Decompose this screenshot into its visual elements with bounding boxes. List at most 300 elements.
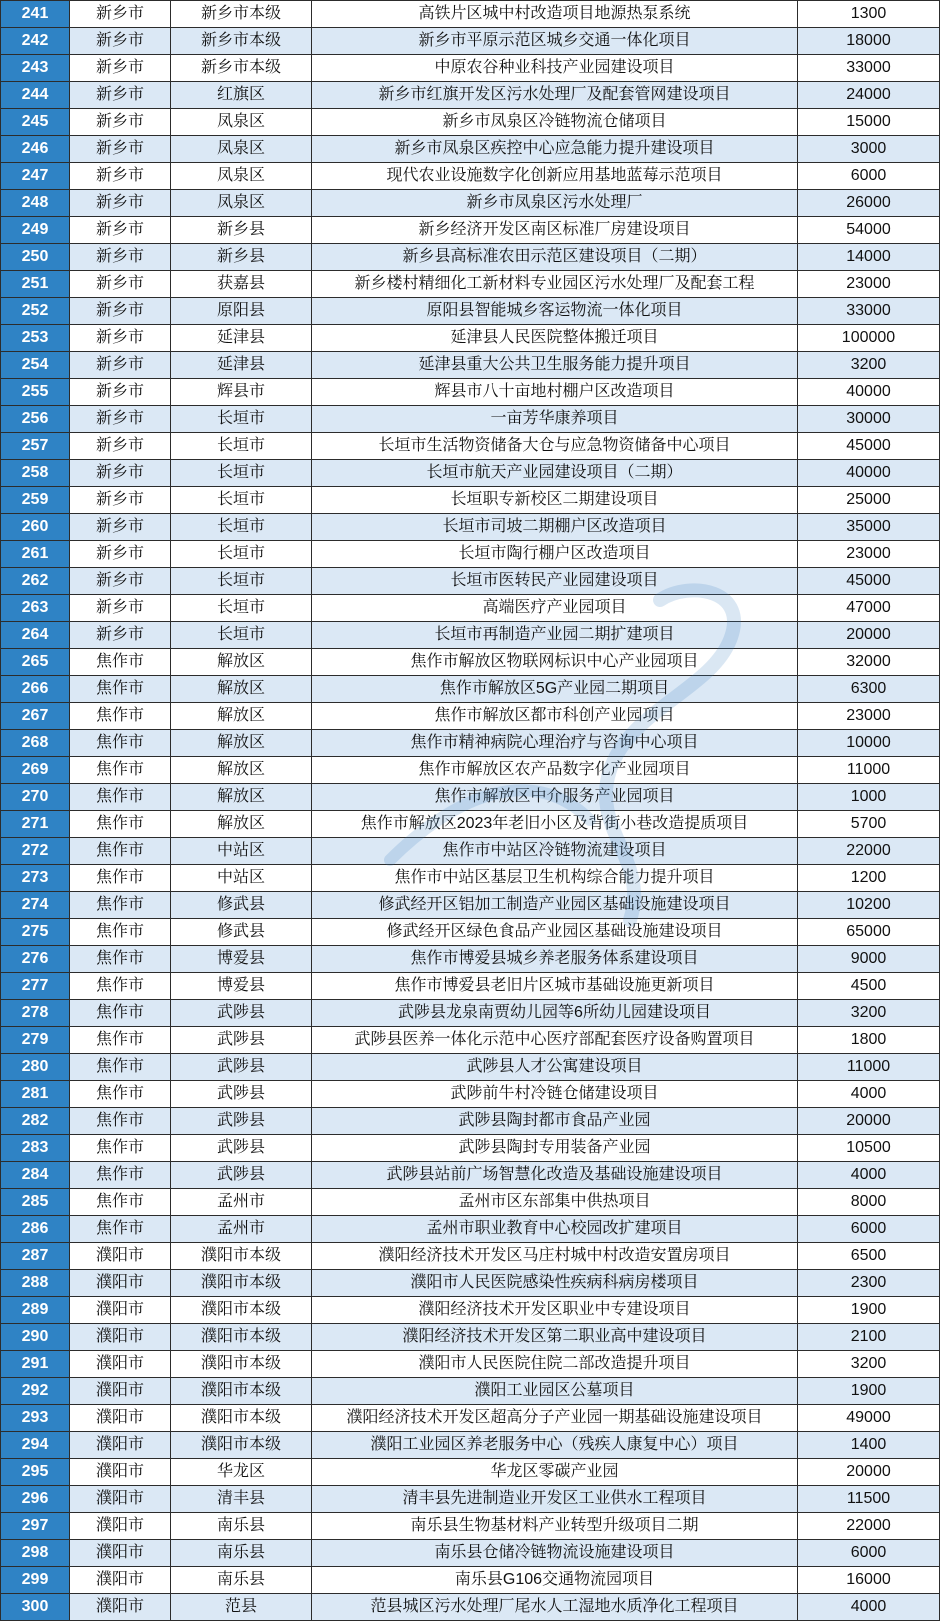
amount-cell: 20000 bbox=[798, 1108, 940, 1135]
project-name-cell: 华龙区零碳产业园 bbox=[312, 1459, 798, 1486]
table-row bbox=[1, 1459, 940, 1486]
amount-cell: 40000 bbox=[798, 460, 940, 487]
district-cell: 解放区 bbox=[171, 649, 312, 676]
amount-cell: 11000 bbox=[798, 757, 940, 784]
amount-cell: 45000 bbox=[798, 568, 940, 595]
project-name-cell: 长垣市航天产业园建设项目（二期） bbox=[312, 460, 798, 487]
row-number: 268 bbox=[1, 730, 70, 757]
district-cell: 凤泉区 bbox=[171, 190, 312, 217]
table-row bbox=[1, 838, 940, 865]
table-row bbox=[1, 1270, 940, 1297]
project-name-cell: 焦作市解放区物联网标识中心产业园项目 bbox=[312, 649, 798, 676]
row-number: 276 bbox=[1, 946, 70, 973]
amount-cell: 6000 bbox=[798, 163, 940, 190]
project-name-cell: 新乡市凤泉区疾控中心应急能力提升建设项目 bbox=[312, 136, 798, 163]
amount-cell: 1300 bbox=[798, 1, 940, 28]
city-cell: 焦作市 bbox=[70, 919, 171, 946]
table-row bbox=[1, 1351, 940, 1378]
amount-cell: 1800 bbox=[798, 1027, 940, 1054]
row-number: 245 bbox=[1, 109, 70, 136]
row-number: 244 bbox=[1, 82, 70, 109]
row-number: 281 bbox=[1, 1081, 70, 1108]
table-body bbox=[1, 1, 940, 1621]
project-name-cell: 濮阳工业园区养老服务中心（残疾人康复中心）项目 bbox=[312, 1432, 798, 1459]
city-cell: 濮阳市 bbox=[70, 1432, 171, 1459]
district-cell: 濮阳市本级 bbox=[171, 1432, 312, 1459]
district-cell: 新乡县 bbox=[171, 244, 312, 271]
city-cell: 焦作市 bbox=[70, 1054, 171, 1081]
project-name-cell: 焦作市中站区基层卫生机构综合能力提升项目 bbox=[312, 865, 798, 892]
district-cell: 解放区 bbox=[171, 757, 312, 784]
city-cell: 濮阳市 bbox=[70, 1243, 171, 1270]
city-cell: 新乡市 bbox=[70, 298, 171, 325]
city-cell: 新乡市 bbox=[70, 325, 171, 352]
table-row bbox=[1, 1, 940, 28]
city-cell: 新乡市 bbox=[70, 217, 171, 244]
district-cell: 南乐县 bbox=[171, 1540, 312, 1567]
amount-cell: 20000 bbox=[798, 622, 940, 649]
row-number: 247 bbox=[1, 163, 70, 190]
district-cell: 中站区 bbox=[171, 838, 312, 865]
amount-cell: 6500 bbox=[798, 1243, 940, 1270]
project-name-cell: 濮阳市人民医院感染性疾病科病房楼项目 bbox=[312, 1270, 798, 1297]
project-name-cell: 焦作市中站区冷链物流建设项目 bbox=[312, 838, 798, 865]
row-number: 279 bbox=[1, 1027, 70, 1054]
city-cell: 新乡市 bbox=[70, 568, 171, 595]
amount-cell: 10000 bbox=[798, 730, 940, 757]
amount-cell: 25000 bbox=[798, 487, 940, 514]
table-row bbox=[1, 1432, 940, 1459]
project-name-cell: 武陟县陶封都市食品产业园 bbox=[312, 1108, 798, 1135]
city-cell: 濮阳市 bbox=[70, 1378, 171, 1405]
city-cell: 濮阳市 bbox=[70, 1513, 171, 1540]
row-number: 287 bbox=[1, 1243, 70, 1270]
project-name-cell: 焦作市解放区2023年老旧小区及背街小巷改造提质项目 bbox=[312, 811, 798, 838]
city-cell: 焦作市 bbox=[70, 784, 171, 811]
city-cell: 焦作市 bbox=[70, 649, 171, 676]
table-row bbox=[1, 568, 940, 595]
row-number: 286 bbox=[1, 1216, 70, 1243]
district-cell: 原阳县 bbox=[171, 298, 312, 325]
district-cell: 长垣市 bbox=[171, 514, 312, 541]
project-name-cell: 长垣市陶行棚户区改造项目 bbox=[312, 541, 798, 568]
project-name-cell: 濮阳工业园区公墓项目 bbox=[312, 1378, 798, 1405]
row-number: 273 bbox=[1, 865, 70, 892]
table-row bbox=[1, 244, 940, 271]
city-cell: 焦作市 bbox=[70, 1162, 171, 1189]
row-number: 251 bbox=[1, 271, 70, 298]
district-cell: 濮阳市本级 bbox=[171, 1324, 312, 1351]
amount-cell: 20000 bbox=[798, 1459, 940, 1486]
project-name-cell: 修武经开区绿色食品产业园区基础设施建设项目 bbox=[312, 919, 798, 946]
row-number: 262 bbox=[1, 568, 70, 595]
district-cell: 武陟县 bbox=[171, 1162, 312, 1189]
project-name-cell: 南乐县生物基材料产业转型升级项目二期 bbox=[312, 1513, 798, 1540]
row-number: 249 bbox=[1, 217, 70, 244]
project-name-cell: 焦作市解放区5G产业园二期项目 bbox=[312, 676, 798, 703]
table-row bbox=[1, 298, 940, 325]
row-number: 255 bbox=[1, 379, 70, 406]
amount-cell: 3200 bbox=[798, 352, 940, 379]
row-number: 254 bbox=[1, 352, 70, 379]
district-cell: 解放区 bbox=[171, 784, 312, 811]
row-number: 269 bbox=[1, 757, 70, 784]
project-name-cell: 现代农业设施数字化创新应用基地蓝莓示范项目 bbox=[312, 163, 798, 190]
district-cell: 长垣市 bbox=[171, 595, 312, 622]
row-number: 292 bbox=[1, 1378, 70, 1405]
district-cell: 辉县市 bbox=[171, 379, 312, 406]
amount-cell: 35000 bbox=[798, 514, 940, 541]
project-name-cell: 长垣市医转民产业园建设项目 bbox=[312, 568, 798, 595]
row-number: 300 bbox=[1, 1594, 70, 1621]
amount-cell: 4000 bbox=[798, 1081, 940, 1108]
city-cell: 焦作市 bbox=[70, 946, 171, 973]
project-name-cell: 孟州市区东部集中供热项目 bbox=[312, 1189, 798, 1216]
project-name-cell: 高铁片区城中村改造项目地源热泵系统 bbox=[312, 1, 798, 28]
table-row bbox=[1, 946, 940, 973]
district-cell: 濮阳市本级 bbox=[171, 1378, 312, 1405]
table-row bbox=[1, 1297, 940, 1324]
row-number: 278 bbox=[1, 1000, 70, 1027]
table-row bbox=[1, 676, 940, 703]
row-number: 280 bbox=[1, 1054, 70, 1081]
city-cell: 焦作市 bbox=[70, 1027, 171, 1054]
city-cell: 濮阳市 bbox=[70, 1540, 171, 1567]
amount-cell: 1900 bbox=[798, 1378, 940, 1405]
table-row bbox=[1, 1378, 940, 1405]
table-row bbox=[1, 1108, 940, 1135]
table-row bbox=[1, 757, 940, 784]
district-cell: 濮阳市本级 bbox=[171, 1270, 312, 1297]
project-name-cell: 武陟前牛村冷链仓储建设项目 bbox=[312, 1081, 798, 1108]
project-name-cell: 焦作市解放区农产品数字化产业园项目 bbox=[312, 757, 798, 784]
amount-cell: 2100 bbox=[798, 1324, 940, 1351]
amount-cell: 65000 bbox=[798, 919, 940, 946]
amount-cell: 1000 bbox=[798, 784, 940, 811]
table-row bbox=[1, 1000, 940, 1027]
district-cell: 博爱县 bbox=[171, 973, 312, 1000]
row-number: 243 bbox=[1, 55, 70, 82]
city-cell: 濮阳市 bbox=[70, 1459, 171, 1486]
table-row bbox=[1, 136, 940, 163]
row-number: 257 bbox=[1, 433, 70, 460]
project-name-cell: 新乡市平原示范区城乡交通一体化项目 bbox=[312, 28, 798, 55]
city-cell: 新乡市 bbox=[70, 595, 171, 622]
project-name-cell: 焦作市博爱县老旧片区城市基础设施更新项目 bbox=[312, 973, 798, 1000]
table-row bbox=[1, 514, 940, 541]
district-cell: 新乡市本级 bbox=[171, 55, 312, 82]
amount-cell: 3200 bbox=[798, 1351, 940, 1378]
amount-cell: 45000 bbox=[798, 433, 940, 460]
district-cell: 武陟县 bbox=[171, 1135, 312, 1162]
city-cell: 濮阳市 bbox=[70, 1297, 171, 1324]
amount-cell: 24000 bbox=[798, 82, 940, 109]
row-number: 294 bbox=[1, 1432, 70, 1459]
row-number: 260 bbox=[1, 514, 70, 541]
district-cell: 长垣市 bbox=[171, 622, 312, 649]
city-cell: 焦作市 bbox=[70, 1000, 171, 1027]
row-number: 252 bbox=[1, 298, 70, 325]
amount-cell: 22000 bbox=[798, 838, 940, 865]
table-row bbox=[1, 1486, 940, 1513]
district-cell: 孟州市 bbox=[171, 1189, 312, 1216]
amount-cell: 2300 bbox=[798, 1270, 940, 1297]
amount-cell: 23000 bbox=[798, 541, 940, 568]
district-cell: 武陟县 bbox=[171, 1081, 312, 1108]
row-number: 266 bbox=[1, 676, 70, 703]
row-number: 272 bbox=[1, 838, 70, 865]
table-row bbox=[1, 1162, 940, 1189]
city-cell: 新乡市 bbox=[70, 622, 171, 649]
row-number: 293 bbox=[1, 1405, 70, 1432]
amount-cell: 18000 bbox=[798, 28, 940, 55]
row-number: 250 bbox=[1, 244, 70, 271]
amount-cell: 100000 bbox=[798, 325, 940, 352]
district-cell: 解放区 bbox=[171, 703, 312, 730]
amount-cell: 1200 bbox=[798, 865, 940, 892]
district-cell: 范县 bbox=[171, 1594, 312, 1621]
table-row bbox=[1, 892, 940, 919]
row-number: 285 bbox=[1, 1189, 70, 1216]
city-cell: 新乡市 bbox=[70, 460, 171, 487]
project-name-cell: 南乐县仓储冷链物流设施建设项目 bbox=[312, 1540, 798, 1567]
row-number: 256 bbox=[1, 406, 70, 433]
city-cell: 焦作市 bbox=[70, 730, 171, 757]
table-row bbox=[1, 1027, 940, 1054]
table-row bbox=[1, 1135, 940, 1162]
city-cell: 新乡市 bbox=[70, 109, 171, 136]
district-cell: 凤泉区 bbox=[171, 163, 312, 190]
project-name-cell: 一亩芳华康养项目 bbox=[312, 406, 798, 433]
city-cell: 新乡市 bbox=[70, 136, 171, 163]
city-cell: 新乡市 bbox=[70, 541, 171, 568]
amount-cell: 10200 bbox=[798, 892, 940, 919]
row-number: 284 bbox=[1, 1162, 70, 1189]
row-number: 258 bbox=[1, 460, 70, 487]
table-row bbox=[1, 1405, 940, 1432]
row-number: 246 bbox=[1, 136, 70, 163]
project-name-cell: 新乡市凤泉区冷链物流仓储项目 bbox=[312, 109, 798, 136]
table-row bbox=[1, 1216, 940, 1243]
amount-cell: 3000 bbox=[798, 136, 940, 163]
table-row bbox=[1, 55, 940, 82]
project-name-cell: 濮阳经济技术开发区职业中专建设项目 bbox=[312, 1297, 798, 1324]
project-name-cell: 长垣市司坡二期棚户区改造项目 bbox=[312, 514, 798, 541]
project-name-cell: 新乡楼村精细化工新材料专业园区污水处理厂及配套工程 bbox=[312, 271, 798, 298]
amount-cell: 26000 bbox=[798, 190, 940, 217]
amount-cell: 10500 bbox=[798, 1135, 940, 1162]
amount-cell: 23000 bbox=[798, 703, 940, 730]
city-cell: 濮阳市 bbox=[70, 1567, 171, 1594]
table-row bbox=[1, 784, 940, 811]
amount-cell: 11500 bbox=[798, 1486, 940, 1513]
row-number: 288 bbox=[1, 1270, 70, 1297]
table-row bbox=[1, 1594, 940, 1621]
city-cell: 新乡市 bbox=[70, 514, 171, 541]
project-name-cell: 武陟县人才公寓建设项目 bbox=[312, 1054, 798, 1081]
city-cell: 新乡市 bbox=[70, 406, 171, 433]
table-row bbox=[1, 271, 940, 298]
city-cell: 焦作市 bbox=[70, 838, 171, 865]
table-row bbox=[1, 82, 940, 109]
project-name-cell: 原阳县智能城乡客运物流一体化项目 bbox=[312, 298, 798, 325]
table-row bbox=[1, 1243, 940, 1270]
row-number: 295 bbox=[1, 1459, 70, 1486]
table-row bbox=[1, 1513, 940, 1540]
row-number: 289 bbox=[1, 1297, 70, 1324]
amount-cell: 6000 bbox=[798, 1540, 940, 1567]
row-number: 263 bbox=[1, 595, 70, 622]
project-name-cell: 新乡县高标准农田示范区建设项目（二期） bbox=[312, 244, 798, 271]
table-row bbox=[1, 1567, 940, 1594]
row-number: 282 bbox=[1, 1108, 70, 1135]
amount-cell: 16000 bbox=[798, 1567, 940, 1594]
table-row bbox=[1, 487, 940, 514]
row-number: 264 bbox=[1, 622, 70, 649]
city-cell: 新乡市 bbox=[70, 55, 171, 82]
row-number: 270 bbox=[1, 784, 70, 811]
district-cell: 长垣市 bbox=[171, 568, 312, 595]
amount-cell: 49000 bbox=[798, 1405, 940, 1432]
district-cell: 解放区 bbox=[171, 811, 312, 838]
city-cell: 新乡市 bbox=[70, 433, 171, 460]
district-cell: 武陟县 bbox=[171, 1054, 312, 1081]
table-row bbox=[1, 1054, 940, 1081]
district-cell: 长垣市 bbox=[171, 460, 312, 487]
district-cell: 博爱县 bbox=[171, 946, 312, 973]
project-name-cell: 焦作市博爱县城乡养老服务体系建设项目 bbox=[312, 946, 798, 973]
row-number: 277 bbox=[1, 973, 70, 1000]
city-cell: 焦作市 bbox=[70, 1081, 171, 1108]
district-cell: 濮阳市本级 bbox=[171, 1243, 312, 1270]
district-cell: 武陟县 bbox=[171, 1027, 312, 1054]
project-name-cell: 新乡市凤泉区污水处理厂 bbox=[312, 190, 798, 217]
amount-cell: 11000 bbox=[798, 1054, 940, 1081]
project-name-cell: 范县城区污水处理厂尾水人工湿地水质净化工程项目 bbox=[312, 1594, 798, 1621]
table-row bbox=[1, 1081, 940, 1108]
table-row bbox=[1, 973, 940, 1000]
table-row bbox=[1, 325, 940, 352]
city-cell: 新乡市 bbox=[70, 352, 171, 379]
amount-cell: 1900 bbox=[798, 1297, 940, 1324]
amount-cell: 8000 bbox=[798, 1189, 940, 1216]
district-cell: 武陟县 bbox=[171, 1108, 312, 1135]
city-cell: 焦作市 bbox=[70, 973, 171, 1000]
district-cell: 南乐县 bbox=[171, 1567, 312, 1594]
district-cell: 长垣市 bbox=[171, 541, 312, 568]
district-cell: 濮阳市本级 bbox=[171, 1405, 312, 1432]
amount-cell: 4000 bbox=[798, 1594, 940, 1621]
amount-cell: 33000 bbox=[798, 298, 940, 325]
project-name-cell: 新乡市红旗开发区污水处理厂及配套管网建设项目 bbox=[312, 82, 798, 109]
amount-cell: 54000 bbox=[798, 217, 940, 244]
city-cell: 新乡市 bbox=[70, 487, 171, 514]
district-cell: 凤泉区 bbox=[171, 109, 312, 136]
district-cell: 武陟县 bbox=[171, 1000, 312, 1027]
row-number: 261 bbox=[1, 541, 70, 568]
amount-cell: 47000 bbox=[798, 595, 940, 622]
amount-cell: 3200 bbox=[798, 1000, 940, 1027]
amount-cell: 23000 bbox=[798, 271, 940, 298]
district-cell: 濮阳市本级 bbox=[171, 1351, 312, 1378]
city-cell: 濮阳市 bbox=[70, 1405, 171, 1432]
table-row bbox=[1, 460, 940, 487]
table-row bbox=[1, 1324, 940, 1351]
table-row bbox=[1, 109, 940, 136]
district-cell: 修武县 bbox=[171, 919, 312, 946]
city-cell: 焦作市 bbox=[70, 865, 171, 892]
table-row bbox=[1, 1540, 940, 1567]
amount-cell: 15000 bbox=[798, 109, 940, 136]
amount-cell: 33000 bbox=[798, 55, 940, 82]
project-name-cell: 修武经开区铝加工制造产业园区基础设施建设项目 bbox=[312, 892, 798, 919]
table-row bbox=[1, 919, 940, 946]
table-row bbox=[1, 865, 940, 892]
city-cell: 新乡市 bbox=[70, 28, 171, 55]
district-cell: 延津县 bbox=[171, 325, 312, 352]
row-number: 241 bbox=[1, 1, 70, 28]
city-cell: 焦作市 bbox=[70, 1216, 171, 1243]
project-name-cell: 武陟县站前广场智慧化改造及基础设施建设项目 bbox=[312, 1162, 798, 1189]
amount-cell: 1400 bbox=[798, 1432, 940, 1459]
district-cell: 解放区 bbox=[171, 676, 312, 703]
district-cell: 红旗区 bbox=[171, 82, 312, 109]
row-number: 259 bbox=[1, 487, 70, 514]
city-cell: 焦作市 bbox=[70, 1108, 171, 1135]
district-cell: 延津县 bbox=[171, 352, 312, 379]
district-cell: 新乡市本级 bbox=[171, 28, 312, 55]
table-row bbox=[1, 406, 940, 433]
city-cell: 焦作市 bbox=[70, 703, 171, 730]
district-cell: 长垣市 bbox=[171, 406, 312, 433]
project-name-cell: 长垣职专新校区二期建设项目 bbox=[312, 487, 798, 514]
table-row bbox=[1, 595, 940, 622]
row-number: 253 bbox=[1, 325, 70, 352]
row-number: 274 bbox=[1, 892, 70, 919]
city-cell: 濮阳市 bbox=[70, 1270, 171, 1297]
city-cell: 焦作市 bbox=[70, 1189, 171, 1216]
city-cell: 濮阳市 bbox=[70, 1594, 171, 1621]
row-number: 290 bbox=[1, 1324, 70, 1351]
district-cell: 南乐县 bbox=[171, 1513, 312, 1540]
project-name-cell: 延津县人民医院整体搬迁项目 bbox=[312, 325, 798, 352]
project-name-cell: 焦作市解放区都市科创产业园项目 bbox=[312, 703, 798, 730]
table-row bbox=[1, 28, 940, 55]
project-name-cell: 濮阳经济技术开发区超高分子产业园一期基础设施建设项目 bbox=[312, 1405, 798, 1432]
project-name-cell: 清丰县先进制造业开发区工业供水工程项目 bbox=[312, 1486, 798, 1513]
table-row bbox=[1, 379, 940, 406]
city-cell: 焦作市 bbox=[70, 892, 171, 919]
district-cell: 修武县 bbox=[171, 892, 312, 919]
district-cell: 凤泉区 bbox=[171, 136, 312, 163]
district-cell: 新乡市本级 bbox=[171, 1, 312, 28]
city-cell: 焦作市 bbox=[70, 676, 171, 703]
city-cell: 新乡市 bbox=[70, 163, 171, 190]
amount-cell: 9000 bbox=[798, 946, 940, 973]
project-name-cell: 濮阳经济技术开发区第二职业高中建设项目 bbox=[312, 1324, 798, 1351]
amount-cell: 5700 bbox=[798, 811, 940, 838]
table-row bbox=[1, 622, 940, 649]
project-name-cell: 孟州市职业教育中心校园改扩建项目 bbox=[312, 1216, 798, 1243]
table-row bbox=[1, 649, 940, 676]
city-cell: 新乡市 bbox=[70, 271, 171, 298]
city-cell: 濮阳市 bbox=[70, 1486, 171, 1513]
row-number: 242 bbox=[1, 28, 70, 55]
table-row bbox=[1, 730, 940, 757]
city-cell: 新乡市 bbox=[70, 82, 171, 109]
project-name-cell: 焦作市解放区中介服务产业园项目 bbox=[312, 784, 798, 811]
amount-cell: 6300 bbox=[798, 676, 940, 703]
